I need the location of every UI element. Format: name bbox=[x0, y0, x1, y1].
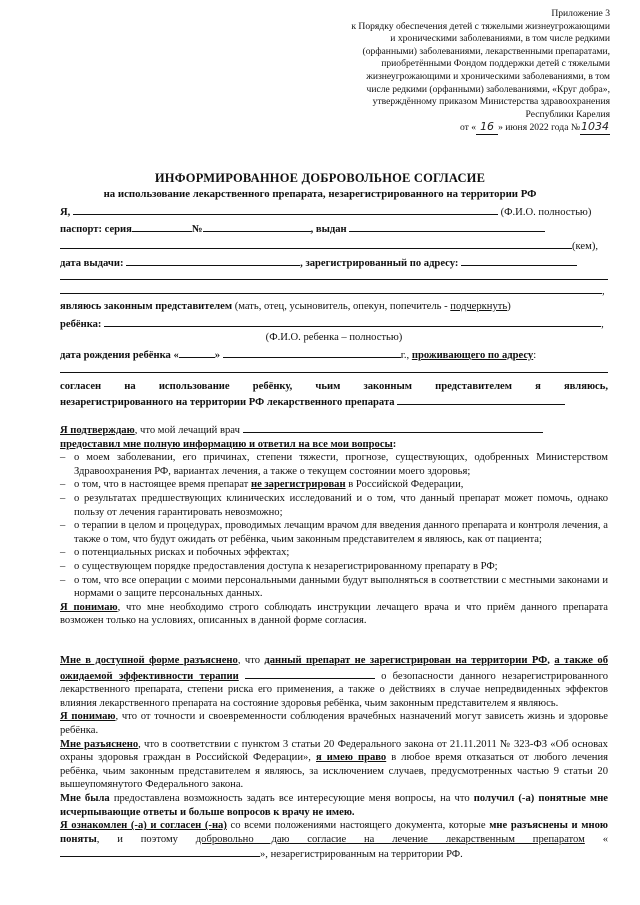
issued-by-row bbox=[60, 238, 608, 254]
representative-row bbox=[60, 300, 608, 314]
appendix-header bbox=[300, 8, 610, 135]
appendix-line: числе редкими (орфанными) заболеваниями, «Круг добра», bbox=[366, 83, 610, 95]
list-item: – о том, что в настоящее время препарат не зарегистрирован в Российской Федерации, bbox=[60, 479, 464, 491]
appendix-line: и хроническими заболеваниями, в том числе редкими bbox=[390, 33, 610, 45]
appendix-line: приобретёнными Фондом поддержки детей с тяжелыми bbox=[381, 58, 610, 70]
consent-statement: добровольно даю согласие на лечение лекарственным препаратом bbox=[195, 833, 585, 845]
dob-month-field[interactable] bbox=[223, 347, 401, 358]
final-text-2: , и поэтому bbox=[96, 833, 196, 845]
address-row-2 bbox=[60, 283, 608, 299]
confirm-section bbox=[60, 422, 608, 628]
understand2-paragraph bbox=[60, 710, 608, 737]
questions-paragraph bbox=[60, 792, 608, 819]
clarified-paragraph bbox=[60, 738, 608, 792]
list-item-text: о том, что в настоящее время препарат bbox=[74, 479, 251, 491]
list-item: – о моем заболевании, его причинах, степени тяжести, прогнозе, существующих, одобренных Министерством Здравоохранения РФ, вариантах лечения, а также о текущем состоянии моего здоровья; bbox=[60, 452, 608, 477]
final-bold: мне разъяснены и мною поняты bbox=[60, 820, 608, 845]
provided-line bbox=[60, 438, 608, 452]
fio-field[interactable] bbox=[73, 204, 498, 215]
dob-row bbox=[60, 347, 608, 363]
agree-label: незарегистрированного на территории РФ лекарственного препарата bbox=[60, 397, 395, 408]
list-item-text: о моем заболевании, его причинах, степени тяжести, прогнозе, существующих, одобренных Министерством Здравоохранения РФ, вариантах лечения, а также о текущем состоянии моего здоровья; bbox=[74, 452, 608, 477]
representative-options: (мать, отец, усыновитель, опекун, попечитель - bbox=[232, 301, 451, 312]
list-item-text: о терапии в целом и процедурах, проводимых лечащим врачом для введения данного препарата и контроля лечения, а также о том, что будут ожидать от ребёнка, чьим законным представителем я являюсь, как от пациента; bbox=[74, 520, 608, 545]
issued-label: , выдан bbox=[310, 224, 347, 235]
child-address-line[interactable] bbox=[60, 372, 608, 373]
comma: , bbox=[601, 319, 604, 330]
list-item: – о том, что все операции с моими персональными данными будут выполняться в соответствии с местными законами и нормами о защите персональных данных. bbox=[60, 574, 608, 600]
handwritten-day: 16 bbox=[476, 121, 498, 135]
agree-row-2 bbox=[60, 394, 608, 410]
understand-text: , что мне необходимо строго соблюдать инструкции лечащего врача и что приём данного препарата возможен только на условиях, описанных в данной форме согласия. bbox=[60, 601, 608, 627]
colon: : bbox=[533, 350, 537, 361]
list-item-text: о результатах предшествующих клинических исследований и о том, что данный препарат может помочь, однако пользу от лечения гарантировать невозможно; bbox=[74, 492, 608, 518]
understand2-lead: Я понимаю bbox=[60, 711, 116, 723]
child-row bbox=[60, 316, 608, 332]
fio-hint: (Ф.И.О. полностью) bbox=[500, 207, 592, 218]
explained-that: , что bbox=[237, 655, 265, 666]
clarified-text: , что в соответствии с пунктом 3 статьи 20 Федерального закона от 21.11.2011 № 323-ФЗ «Об основах охраны здоровья граждан в Российской Федерации», bbox=[60, 738, 608, 764]
child-hint-row bbox=[60, 331, 608, 345]
issued-by-field-2[interactable] bbox=[60, 238, 572, 249]
right-emphasis: я имею право bbox=[316, 752, 387, 764]
explained-lead: Мне в доступной форме разъяснено bbox=[60, 655, 238, 666]
final-paragraph bbox=[60, 819, 608, 862]
list-item: – о существующем порядке предоставления доступа к незарегистрированному препарату в РФ; bbox=[60, 560, 498, 572]
confirm-lead-rest: , что мой лечащий врач bbox=[134, 425, 240, 436]
questions-text: предоставлена возможность задать все интересующие меня вопросы, на что bbox=[109, 792, 474, 804]
list-item-text: о том, что все операции с моими персональными данными будут выполняться в соответствии с местными законами и нормами о защите персональных данных. bbox=[74, 574, 608, 600]
final-lead: Я ознакомлен (-а) и согласен (-на) bbox=[60, 820, 227, 832]
representative-close: ) bbox=[507, 301, 511, 312]
list-item-text: о существующем порядке предоставления доступа к незарегистрированному препарату в РФ; bbox=[74, 560, 498, 572]
child-fio-field[interactable] bbox=[104, 316, 601, 327]
issue-date-label: дата выдачи: bbox=[60, 258, 124, 269]
kem-label: (кем), bbox=[572, 241, 598, 252]
list-item: – о результатах предшествующих клинических исследований и о том, что данный препарат может помочь, однако пользу от лечения гарантировать невозможно; bbox=[60, 492, 608, 518]
dob-label: дата рождения ребёнка « bbox=[60, 350, 179, 361]
appendix-date bbox=[300, 121, 610, 135]
explained-rest: незарегистрированного лекарственного препарата, степени риска его применения, а также о действиях в случае непредвиденных эффектов влияния лекарственного препарата на состояние здоровья ребёнка, чьим законным представителем я являюсь. bbox=[60, 670, 609, 709]
provided-label: предоставил мне полную информацию и ответил на все мои вопросы bbox=[60, 438, 393, 450]
address-field-2[interactable] bbox=[60, 283, 602, 294]
questions-lead: Мне была bbox=[60, 792, 110, 804]
understand-lead: Я понимаю bbox=[60, 601, 118, 613]
dob-mid: » bbox=[214, 350, 221, 361]
doctor-name-field[interactable] bbox=[243, 422, 543, 433]
clarified-text-2: в любое время отказаться от любого лечения ребёнка, чьим законным представителем я являюсь, за исключением случаев, предусмотренных частью 9 статьи 20 вышеупомянутого Федерального закона. bbox=[60, 752, 608, 791]
final-drug-name-field[interactable] bbox=[60, 846, 260, 857]
drug-name-field[interactable] bbox=[397, 394, 565, 405]
appendix-line: (орфанными) заболеваниями, лекарственными препаратами, bbox=[362, 45, 610, 57]
address-line[interactable] bbox=[60, 279, 608, 280]
explained-section bbox=[60, 654, 608, 862]
comma: , bbox=[547, 655, 550, 666]
confirm-lead-label: Я подтверждаю bbox=[60, 425, 135, 436]
appendix-line: Республики Карелия bbox=[525, 108, 610, 120]
quote-open: « bbox=[602, 833, 608, 845]
quote-close: » bbox=[260, 849, 266, 861]
understand-paragraph bbox=[60, 601, 608, 628]
document-subtitle: на использование лекарственного препарата, незарегистрированного на территории РФ bbox=[103, 188, 537, 200]
date-mid: » июня 2022 года № bbox=[498, 122, 580, 134]
explained-paragraph bbox=[60, 654, 608, 710]
provided-colon: : bbox=[392, 438, 397, 450]
clarified-lead: Мне разъяснено bbox=[60, 738, 139, 750]
child-label: ребёнка: bbox=[60, 319, 102, 330]
document-title: ИНФОРМИРОВАННОЕ ДОБРОВОЛЬНОЕ СОГЛАСИЕ bbox=[154, 171, 486, 185]
passport-number-label: № bbox=[191, 224, 203, 235]
issued-by-field[interactable] bbox=[349, 221, 545, 232]
dob-year-label: г., bbox=[400, 350, 412, 361]
issue-date-field[interactable] bbox=[126, 255, 300, 266]
final-text: со всеми положениями настоящего документа, которые bbox=[226, 820, 490, 832]
list-item-text: о потенциальных рисках и побочных эффектах; bbox=[74, 547, 290, 559]
appendix-line: жизнеугрожающими и хроническими заболеваниями, в том bbox=[366, 70, 610, 82]
comma: , bbox=[602, 286, 605, 297]
passport-series-field[interactable] bbox=[132, 221, 192, 232]
efficacy-field[interactable] bbox=[245, 668, 375, 679]
date-prefix: от « bbox=[460, 122, 477, 134]
confirm-lead bbox=[60, 422, 608, 438]
living-label: проживающего по адресу bbox=[411, 350, 534, 361]
list-item: – о терапии в целом и процедурах, проводимых лечащим врачом для введения данного препарата и контроля лечения, а также о том, что будут ожидать от ребёнка, чьим законным представителем я являюсь, как от пациента; bbox=[60, 520, 608, 545]
dob-day-field[interactable] bbox=[179, 347, 215, 358]
not-registered-emphasis: не зарегистрирован bbox=[250, 479, 346, 491]
not-registered-statement: данный препарат не зарегистрирован на территории РФ bbox=[264, 655, 548, 666]
issue-date-row bbox=[60, 255, 608, 271]
appendix-line: Приложение 3 bbox=[551, 8, 610, 19]
questions-got: получил (-а) понятные мне исчерпывающие ответы и больше вопросов к врачу не имею. bbox=[60, 792, 609, 818]
appendix-line: утверждённому приказом Министерства здравоохранения bbox=[372, 96, 610, 108]
underline-hint: подчеркнуть bbox=[450, 301, 508, 312]
expected-efficacy: а также об ожидаемой эффективности терапии bbox=[60, 655, 608, 682]
representative-label: являюсь законным представителем bbox=[60, 301, 233, 312]
passport-series-label: паспорт: серия bbox=[60, 224, 132, 235]
safety-text: о безопасности данного bbox=[374, 670, 496, 682]
passport-number-field[interactable] bbox=[203, 221, 311, 232]
child-fio-hint: (Ф.И.О. ребенка – полностью) bbox=[265, 332, 403, 343]
list-item: – о потенциальных рисках и побочных эффектах; bbox=[60, 547, 290, 559]
fio-row bbox=[60, 204, 608, 220]
handwritten-order-number: 1034 bbox=[581, 120, 609, 134]
registration-address-field[interactable] bbox=[461, 255, 577, 266]
agree-row-1: согласен на использование ребёнку, чьим законным представителем я являюсь, bbox=[60, 381, 608, 392]
final-tail: , незарегистрированным на территории РФ. bbox=[265, 849, 463, 861]
passport-row bbox=[60, 221, 608, 237]
list-item-tail: в Российской Федерации, bbox=[345, 479, 464, 491]
understand2-text: , что от точности и своевременности соблюдения врачебных назначений могут зависеть жизнь и здоровье ребёнка. bbox=[60, 711, 608, 736]
ya-label: Я, bbox=[60, 207, 71, 218]
registered-label: , зарегистрированный по адресу: bbox=[300, 258, 459, 269]
appendix-line: к Порядку обеспечения детей с тяжелыми жизнеугрожающими bbox=[351, 20, 610, 32]
